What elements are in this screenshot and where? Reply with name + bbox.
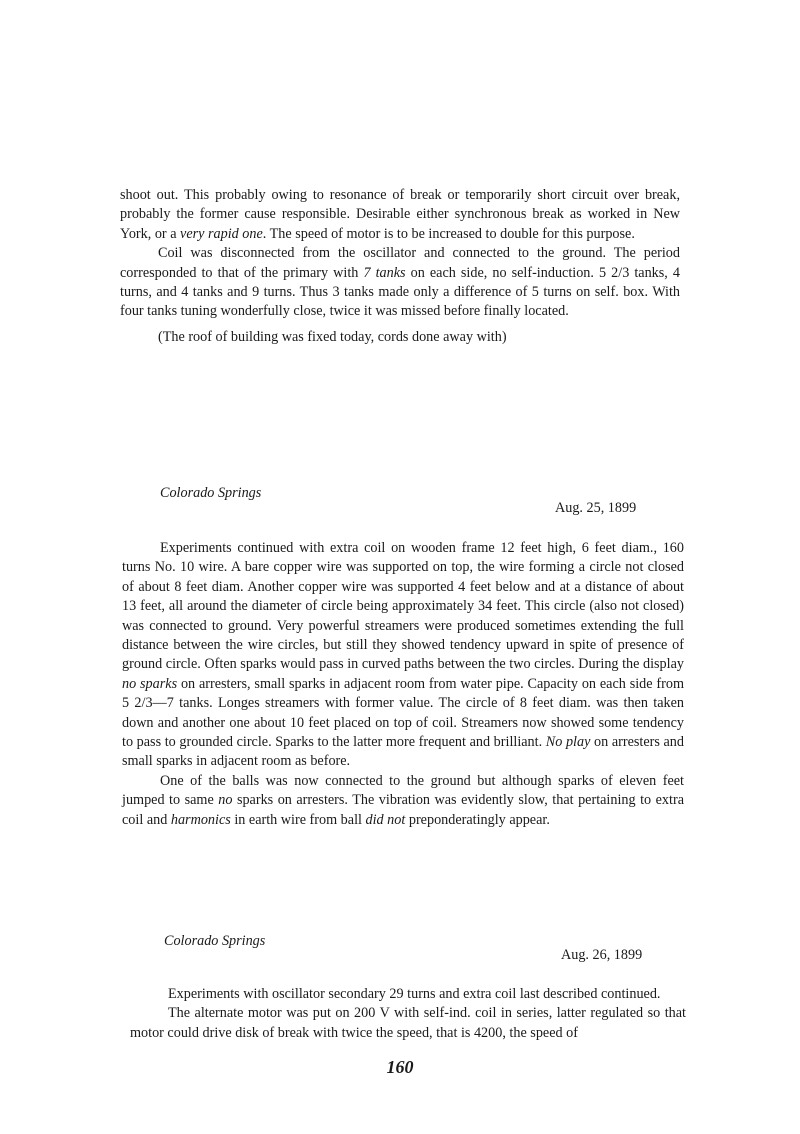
paragraph-roof-note: (The roof of building was fixed today, cords done away with)	[158, 328, 507, 345]
entry-date: Aug. 25, 1899	[555, 500, 637, 516]
entry-aug-26	[130, 985, 686, 1043]
paragraph-oscillator-secondary: Experiments with oscillator secondary 29 turns and extra coil last described continued.	[168, 986, 661, 1002]
section-continuation	[120, 186, 680, 347]
place-heading: Colorado Springs	[160, 485, 262, 501]
paragraph-alternate-motor: The alternate motor was put on 200 V with self-ind. coil in series, latter regulated so that motor could drive disk of break with twice the speed, that is 4200, the speed of	[130, 1005, 686, 1041]
page-number: 160	[386, 1057, 414, 1077]
paragraph-coil-disconnected: Coil was disconnected from the oscillator and connected to the ground. The period corresponded to that of the primary with 7 tanks on each side, no self-induction. 5 2/3 tanks, 4 turns, and 4 tanks and 9 turns. Thus 3 tanks made only a difference of 5 turns on self. box. With four tanks tuning wonderfully close, twice it was missed before finally located.	[120, 245, 680, 320]
paragraph-extra-coil: Experiments continued with extra coil on wooden frame 12 feet high, 6 feet diam., 160 turns No. 10 wire. A bare copper wire was supported on top, the wire forming a circle not closed of about 8 feet diam. Another copper wire was supported 4 feet below and at a distance of about 13 feet, all around the diameter of circle being approximately 34 feet. This circle (also not closed) was connected to ground. Very powerful streamers were produced sometimes extending the full distance between the wire circles, but still they showed tendency upward in spite of presence of ground circle. Often sparks would pass in curved paths between the two circles. During the display no sparks on arresters, small sparks in adjacent room from water pipe. Capacity on each side from 5 2/3—7 tanks. Longes streamers with former value. The circle of 8 feet diam. was then taken down and another one about 10 feet placed on top of coil. Streamers now showed some tendency to pass to grounded circle. Sparks to the latter more frequent and brilliant. No play on arresters and small sparks in adjacent room as before.	[122, 540, 684, 770]
paragraph-resonance: shoot out. This probably owing to resonance of break or temporarily short circuit over break, probably the former cause responsible. Desirable either synchronous break as worked in New York, or a very rapid one. The speed of motor is to be increased to double for this purpose.	[120, 187, 680, 242]
paragraph-balls-grounded: One of the balls was now connected to the ground but although sparks of eleven feet jumped to same no sparks on arresters. The vibration was evidently slow, that pertaining to extra coil and harmonics in earth wire from ball did not preponderatingly appear.	[122, 772, 684, 828]
place-heading: Colorado Springs	[164, 933, 266, 949]
entry-date: Aug. 26, 1899	[561, 947, 643, 963]
entry-aug-25	[122, 539, 684, 830]
